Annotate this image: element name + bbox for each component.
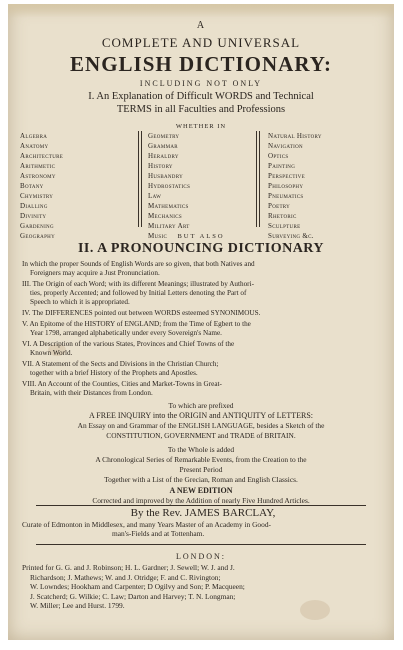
imprint-line: W. Lowndes; Hookham and Carpenter; D Ogilvy and Son; P. Macqueen; [30,582,245,592]
title-english-dictionary: ENGLISH DICTIONARY: [70,52,332,76]
chronological-line-2: Present Period [179,465,223,474]
section-i-line-1: I. An Explanation of Difficult WORDS and Technical [88,91,314,102]
author-detail-line: Curate of Edmonton in Middlesex, and many Years Master of an Academy in Good- [22,520,271,529]
section-ii-line: Foreigners may acquire a Just Pronunciation. [30,269,160,277]
subject-item: Husbandry [148,172,183,180]
author-detail-line: man's-Fields and at Tottenham. [112,529,205,538]
column-divider [141,131,142,227]
subject-column-2 [148,131,248,241]
subject-item: History [148,162,173,170]
section-iii [22,280,384,307]
section-vii-line: together with a brief History of the Prophets and Apostles. [30,369,198,377]
section-viii [22,380,384,398]
rule-divider [36,505,366,506]
chronological-line-3: Together with a List of the Grecian, Roman and English Classics. [104,475,298,484]
subject-item: Navigation [268,142,303,150]
subject-item: Grammar [148,142,178,150]
subject-item: Military Art [148,222,190,230]
column-divider [259,131,260,227]
subject-item: Heraldry [148,152,179,160]
section-ii-line: In which the proper Sounds of English Words are so given, that both Natives and [22,260,255,268]
imprint-city: LONDON: [176,552,226,561]
section-ii-heading: II. A PRONOUNCING DICTIONARY [77,241,325,256]
section-viii-line: Britain, with their Distances from London. [30,389,153,397]
column-divider [138,131,139,227]
section-v [22,320,384,338]
chronological-line-1: A Chronological Series of Remarkable Events, from the Creation to the [95,455,307,464]
essay-line-1: An Essay on and Grammar of the ENGLISH LANGUAGE, besides a Sketch of the [77,421,325,430]
subject-item: Mathematics [148,202,189,210]
imprint-block [22,563,384,611]
essay-line-2: CONSTITUTION, GOVERNMENT and TRADE of BRITAIN. [106,431,296,440]
title-page [8,4,394,640]
section-i-line-2: TERMS in all Faculties and Professions [116,104,286,115]
prefixed-heading: To which are prefixed [168,401,234,410]
title-article: A [196,20,206,31]
subject-item: Astronomy [20,172,56,180]
section-iii-line: III. The Origin of each Word; with its different Meanings; illustrated by Authori- [22,280,254,288]
subject-item: Music [148,232,168,240]
but-also: BUT ALSO [177,233,225,240]
subject-item: Anatomy [20,142,49,150]
section-viii-line: VIII. An Account of the Counties, Cities and Market-Towns in Great- [22,380,222,388]
whether-in: WHETHER IN [175,123,227,130]
column-divider [256,131,257,227]
corrected-line: Corrected and improved by the Addition of nearly Five Hundred Articles. [92,496,310,505]
section-vii-line: VII. A Statement of the Sects and Divisions in the Christian Church; [22,360,219,368]
imprint-line: Printed for G. G. and J. Robinson; H. L. Gardner; J. Sewell; W. J. and J. [22,563,235,572]
free-inquiry: A FREE INQUIRY into the ORIGIN and ANTIQUITY of LETTERS: [88,411,314,420]
title-complete-universal: COMPLETE AND UNIVERSAL [101,35,301,50]
subject-item: Surveying &c. [268,232,314,240]
section-v-line: V. An Epitome of the HISTORY of ENGLAND; from the Time of Egbert to the [22,320,251,328]
new-edition: A NEW EDITION [169,486,233,495]
subject-item: Chymistry [20,192,54,200]
subject-item: Optics [268,152,289,160]
subject-item: Geography [20,232,55,240]
imprint-line: J. Scatcherd; G. Wilkie; C. Law; Darton and Harvey; T. N. Longman; [30,591,236,601]
subject-column-3 [268,131,388,241]
including-not-only: INCLUDING NOT ONLY [139,79,263,88]
subject-item: Pneumatics [268,192,304,200]
section-iii-line: Speech to which it is appropriated. [30,298,130,306]
subject-item: Algebra [20,132,48,140]
subject-item: Rhetoric [268,212,297,220]
subject-item: Perspective [268,172,305,180]
subject-item: Painting [268,162,296,170]
imprint-line: W. Miller; Lee and Hurst. 1799. [30,601,125,611]
section-ii-body [22,260,384,278]
subject-item: Dialling [20,202,48,210]
author-detail [22,520,384,538]
section-vii [22,360,384,378]
section-vi-line: VI. A Description of the various States, Provinces and Chief Towns of the [22,340,235,348]
subject-item: Botany [20,182,44,190]
subject-item: Hydrostatics [148,182,191,190]
subject-item: Law [148,192,162,200]
subject-item: Gardening [20,222,54,230]
subject-item: Philosophy [268,182,304,190]
rule-divider [36,544,366,545]
subject-item: Natural History [268,132,322,140]
subject-item: Arithmetic [20,162,56,170]
subject-item: Mechanics [148,212,182,220]
section-v-line: Year 1798, arranged alphabetically under every Sovereign's Name. [30,329,222,337]
imprint-line: Richardson; J. Mathews; W. and J. Otridge; F. and C. Rivington; [30,572,221,582]
author-line: By the Rev. JAMES BARCLAY, [130,507,276,519]
subject-item: Poetry [268,202,291,210]
section-vi-line: Known World. [30,349,73,357]
subject-item: Sculpture [268,222,301,230]
subject-item: Divinity [20,212,47,220]
subject-item: Architecture [20,152,64,160]
subject-column-1 [20,131,130,241]
section-iii-line: ties, properly Accented; and followed by Initial Letters denoting the Part of [30,289,247,297]
section-iv: IV. The DIFFERENCES pointed out between WORDS esteemed SYNONIMOUS. [22,309,261,317]
whole-added-heading: To the Whole is added [167,445,235,454]
section-vi [22,340,384,358]
subject-item: Geometry [148,132,180,140]
